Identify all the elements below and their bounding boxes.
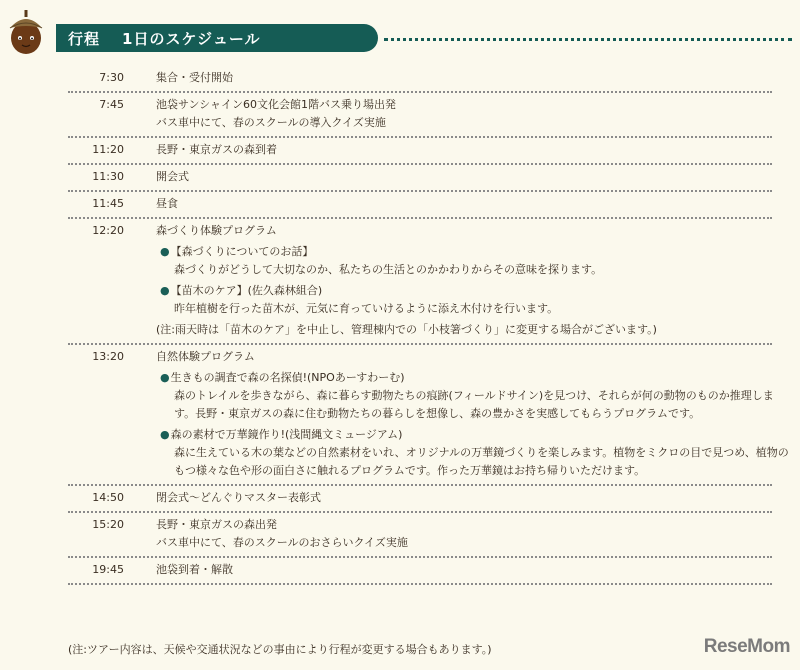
program-item-description: 昨年植樹を行った苗木が、元気に育っていけるように添え木付けを行います。 xyxy=(174,302,559,315)
schedule-time: 11:20 xyxy=(92,143,124,156)
schedule-row xyxy=(68,219,772,345)
schedule-row xyxy=(68,345,789,486)
program-item xyxy=(160,426,789,480)
header-divider xyxy=(384,38,792,41)
schedule-content xyxy=(156,141,772,159)
section-title: 行程 xyxy=(68,29,101,48)
schedule-activity: 開会式 xyxy=(156,170,189,183)
acorn-mascot-icon xyxy=(6,6,46,56)
schedule-activity: 池袋サンシャイン60文化会館1階バス乗り場出発 xyxy=(156,98,396,111)
program-item-title xyxy=(160,243,772,261)
section-header xyxy=(56,24,378,52)
schedule-time: 11:45 xyxy=(92,197,124,210)
program-item xyxy=(160,243,772,279)
program-item-description: す。長野・東京ガスの森に住む動物たちの暮らしを想像し、森の豊かさを実感してもらうプログラムです。 xyxy=(174,407,701,420)
schedule-activity: 集合・受付開始 xyxy=(156,71,233,84)
program-item-description: もつ様々な色や形の面白さに触れるプログラムです。作った万華鏡はお持ち帰りいただけます。 xyxy=(174,464,646,477)
schedule-activity: バス車中にて、春のスクールのおさらいクイズ実施 xyxy=(156,536,408,549)
schedule-time: 19:45 xyxy=(92,563,124,576)
program-item-title-text: 【苗木のケア】(佐久森林組合) xyxy=(170,284,323,297)
program-item xyxy=(160,282,772,318)
schedule-activity: 閉会式〜どんぐりマスター表彰式 xyxy=(156,491,321,504)
schedule-content xyxy=(156,348,789,480)
program-item-description: 森づくりがどうして大切なのか、私たちの生活とのかかわりからその意味を探ります。 xyxy=(174,263,603,276)
schedule-activity: 長野・東京ガスの森出発 xyxy=(156,518,277,531)
section-subtitle: 1日のスケジュール xyxy=(122,29,261,48)
schedule-time: 12:20 xyxy=(92,224,124,237)
schedule-content xyxy=(156,516,772,552)
schedule-activity: バス車中にて、春のスクールの導入クイズ実施 xyxy=(156,116,386,129)
schedule-row xyxy=(68,66,772,93)
schedule-content xyxy=(156,195,772,213)
schedule-content xyxy=(156,222,772,339)
program-item-title xyxy=(160,369,789,387)
schedule-row xyxy=(68,93,772,138)
program-item-title-text: 生きもの調査で森の名探偵!(NPOあーすわーむ) xyxy=(170,371,405,384)
schedule-row xyxy=(68,165,772,192)
schedule-activity: 昼食 xyxy=(156,197,178,210)
program-item-title xyxy=(160,426,789,444)
program-item-title-text: 森の素材で万華鏡作り!(浅間縄文ミュージアム) xyxy=(170,428,403,441)
schedule-time: 15:20 xyxy=(92,518,124,531)
schedule-time: 13:20 xyxy=(92,350,124,363)
schedule-activity: 長野・東京ガスの森到着 xyxy=(156,143,277,156)
schedule-content xyxy=(156,96,772,132)
program-item-description: 森に生えている木の葉などの自然素材をいれ、オリジナルの万華鏡づくりを楽しみます。植物をミクロの目で見つめ、植物の xyxy=(174,446,789,459)
schedule-content xyxy=(156,168,772,186)
footnote: (注:ツアー内容は、天候や交通状況などの事由により行程が変更する場合もあります。) xyxy=(68,643,492,656)
schedule-content xyxy=(156,489,772,507)
schedule-content xyxy=(156,561,772,579)
schedule-note: (注:雨天時は「苗木のケア」を中止し、管理棟内での「小枝箸づくり」に変更する場合がございます。) xyxy=(156,323,657,336)
schedule-time: 7:30 xyxy=(99,71,124,84)
schedule-time: 14:50 xyxy=(92,491,124,504)
schedule-activity: 森づくり体験プログラム xyxy=(156,224,277,237)
schedule-activity: 池袋到着・解散 xyxy=(156,563,233,576)
program-item-description: 森のトレイルを歩きながら、森に暮らす動物たちの痕跡(フィールドサイン)を見つけ、それらが何の動物のものか推理しま xyxy=(174,389,774,402)
schedule-time: 7:45 xyxy=(99,98,124,111)
resemom-logo: ReseMom xyxy=(703,636,790,657)
schedule-row xyxy=(68,558,772,585)
schedule-row xyxy=(68,486,772,513)
schedule-table xyxy=(68,66,789,585)
schedule-activity: 自然体験プログラム xyxy=(156,350,255,363)
schedule-row xyxy=(68,138,772,165)
program-item xyxy=(160,369,789,423)
schedule-content xyxy=(156,69,772,87)
program-item-title-text: 【森づくりについてのお話】 xyxy=(170,245,314,258)
schedule-time: 11:30 xyxy=(92,170,124,183)
schedule-row xyxy=(68,192,772,219)
schedule-row xyxy=(68,513,772,558)
program-item-title xyxy=(160,282,772,300)
